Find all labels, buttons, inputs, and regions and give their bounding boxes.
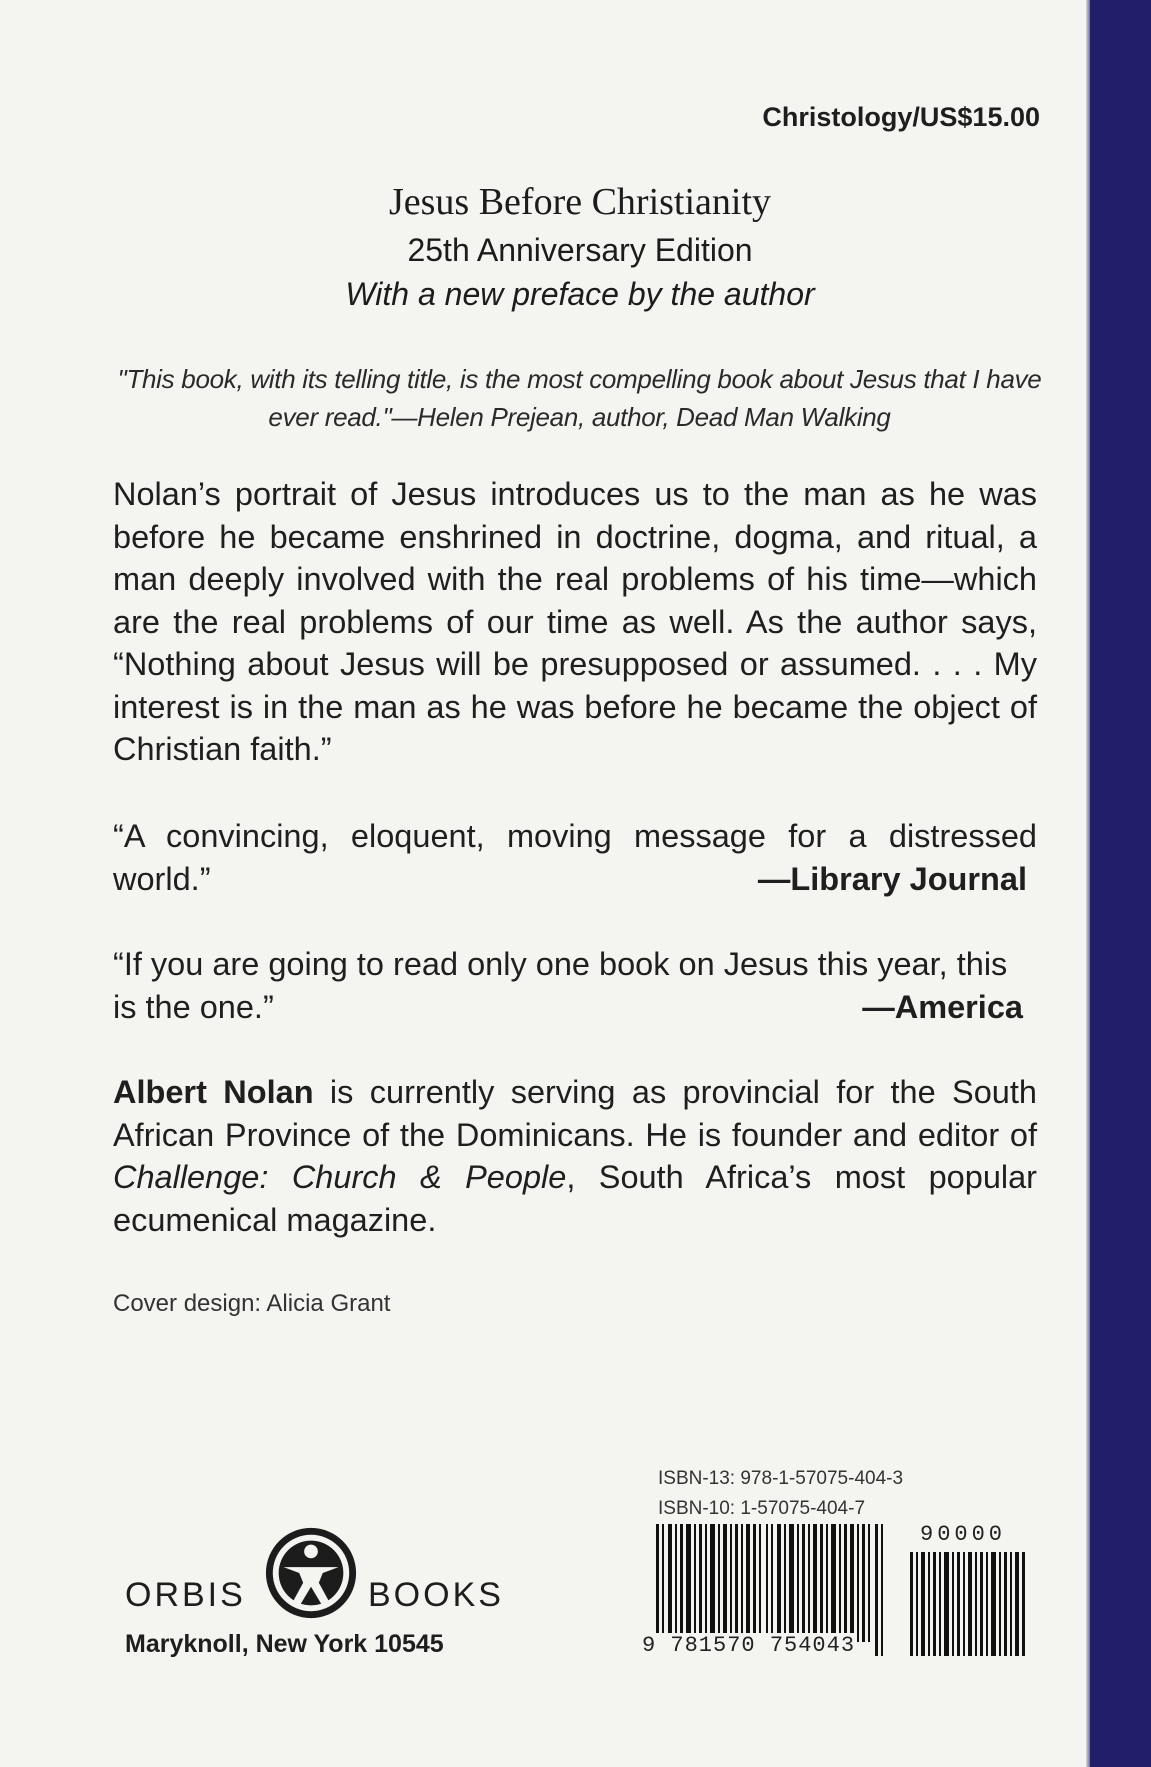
- review-quote-1-text: “A convincing, eloquent, moving message for a distressed world.”: [113, 818, 1037, 897]
- bio-text-after: , South Africa’s most popular ecumenical magazine.: [113, 1159, 1038, 1238]
- publisher-address: Maryknoll, New York 10545: [125, 1630, 444, 1658]
- author-bio: [113, 1071, 1037, 1241]
- price-addon-barcode: [910, 1552, 1026, 1656]
- book-description: Nolan’s portrait of Jesus introduces us to the man as he was before he became enshrined in doctrine, dogma, and ritual, a man deeply involved with the real problems of his time—which are the real problems of our time as well. As the author says, “Nothing about Jesus will be presupposed or assumed. . . . My interest is in the man as he was before he became the object of Christian faith.”: [113, 476, 1037, 767]
- barcode-digits: 9 781570 754043: [642, 1633, 856, 1658]
- price-addon-digits: 90000: [920, 1522, 1007, 1547]
- author-name: Albert Nolan: [113, 1074, 314, 1110]
- review-quote-2-text: “If you are going to read only one book on Jesus this year, this is the one.”: [113, 946, 1008, 1025]
- publisher-name-right: BOOKS: [368, 1576, 504, 1614]
- preface-note: With a new preface by the author: [345, 276, 815, 312]
- book-spine: [1090, 0, 1151, 1767]
- isbn-10: ISBN-10: 1-57075-404-7: [658, 1498, 866, 1519]
- bio-text-before: is currently serving as provincial for the South African Province of the Dominicans. He is founder and editor of: [113, 1074, 1037, 1153]
- magazine-title: Challenge: Church & People: [113, 1159, 567, 1195]
- book-title: Jesus Before Christianity: [388, 181, 772, 223]
- cover-design-credit: Cover design: Alicia Grant: [113, 1290, 391, 1317]
- orbis-figure-icon: [262, 1524, 360, 1622]
- review-quote-1-source: —Library Journal: [757, 861, 1027, 897]
- endorsement-blurb: "This book, with its telling title, is the most compelling book about Jesus that I have ever read."—Helen Prejean, author, Dead Man Walking: [117, 364, 1042, 432]
- category-price: Christology/US$15.00: [762, 102, 1040, 132]
- review-quote-2-source: —America: [862, 989, 1023, 1025]
- edition-label: 25th Anniversary Edition: [407, 232, 753, 268]
- isbn-13: ISBN-13: 978-1-57075-404-3: [658, 1468, 904, 1489]
- review-quote-2: [113, 943, 1037, 1029]
- review-quote-1: [113, 815, 1037, 901]
- publisher-name-left: ORBIS: [125, 1576, 246, 1614]
